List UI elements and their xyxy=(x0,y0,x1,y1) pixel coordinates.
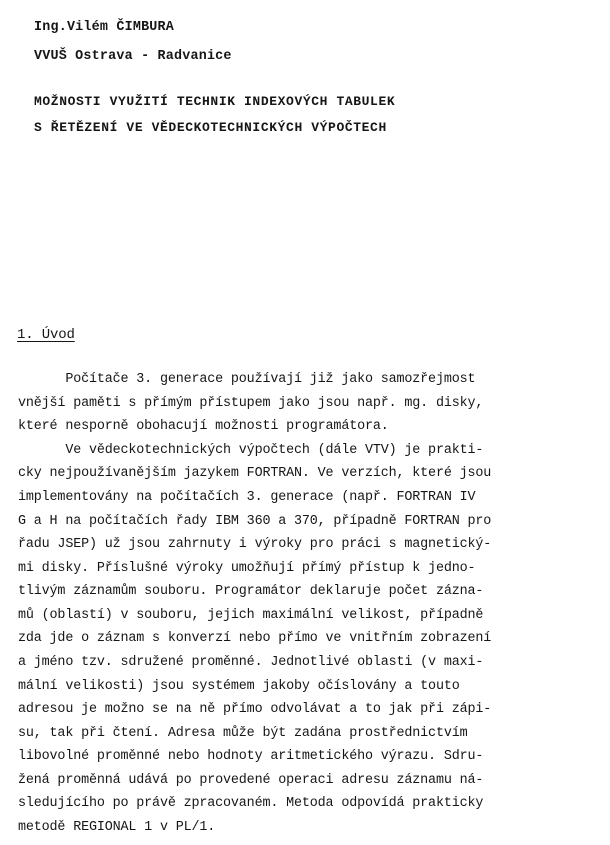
body-line: které nesporně obohacují možnosti programátora. xyxy=(18,419,389,434)
body-line: metodě REGIONAL 1 v PL/1. xyxy=(18,820,216,835)
body-line: vnější paměti s přímým přístupem jako jsou např. mg. disky, xyxy=(18,396,484,411)
body-line: adresou je možno se na ně přímo odvolávat a to jak při zápi- xyxy=(18,702,492,717)
body-line: mů (oblastí) v souboru, jejich maximální velikost, případně xyxy=(18,608,484,623)
body-line: implementovány na počítačích 3. generace (např. FORTRAN IV xyxy=(18,490,476,505)
body-line: G a H na počítačích řady IBM 360 a 370, případně FORTRAN pro xyxy=(18,514,492,529)
body-line: a jméno tzv. sdružené proměnné. Jednotlivé oblasti (v maxi- xyxy=(18,655,484,670)
author-name: Ing.Vilém ČIMBURA xyxy=(34,20,175,35)
body-line: zda jde o záznam s konverzí nebo přímo ve vnitřním zobrazení xyxy=(18,631,492,646)
section-heading: 1. Úvod xyxy=(17,327,75,343)
body-line: žená proměnná udává po provedené operaci adresu záznamu ná- xyxy=(18,773,484,788)
body-line: tlivým záznamům souboru. Programátor deklaruje počet zázna- xyxy=(18,584,484,599)
body-line: mi disky. Příslušné výroky umožňují přímý přístup k jedno- xyxy=(18,561,476,576)
body-line: su, tak při čtení. Adresa může být zadána prostřednictvím xyxy=(18,726,468,741)
paper-title-line-1: MOŽNOSTI VYUŽITÍ TECHNIK INDEXOVÝCH TABULEK xyxy=(34,94,396,109)
body-line: libovolné proměnné nebo hodnoty aritmetického výrazu. Sdru- xyxy=(18,749,484,764)
body-line: mální velikosti) jsou systémem jakoby očíslovány a touto xyxy=(18,679,460,694)
body-line: Počítače 3. generace používají již jako samozřejmost xyxy=(18,372,476,387)
body-line: sledujícího po právě zpracovaném. Metoda odpovídá prakticky xyxy=(18,796,484,811)
body-line: řadu JSEP) už jsou zahrnuty i výroky pro práci s magnetický- xyxy=(18,537,492,552)
body-line: Ve vědeckotechnických výpočtech (dále VTV) je prakti- xyxy=(18,443,484,458)
author-affiliation: VVUŠ Ostrava - Radvanice xyxy=(34,49,232,64)
body-line: cky nejpoužívanějším jazykem FORTRAN. Ve verzích, které jsou xyxy=(18,466,492,481)
paper-title-line-2: S ŘETĚZENÍ VE VĚDECKOTECHNICKÝCH VÝPOČTECH xyxy=(34,120,387,135)
